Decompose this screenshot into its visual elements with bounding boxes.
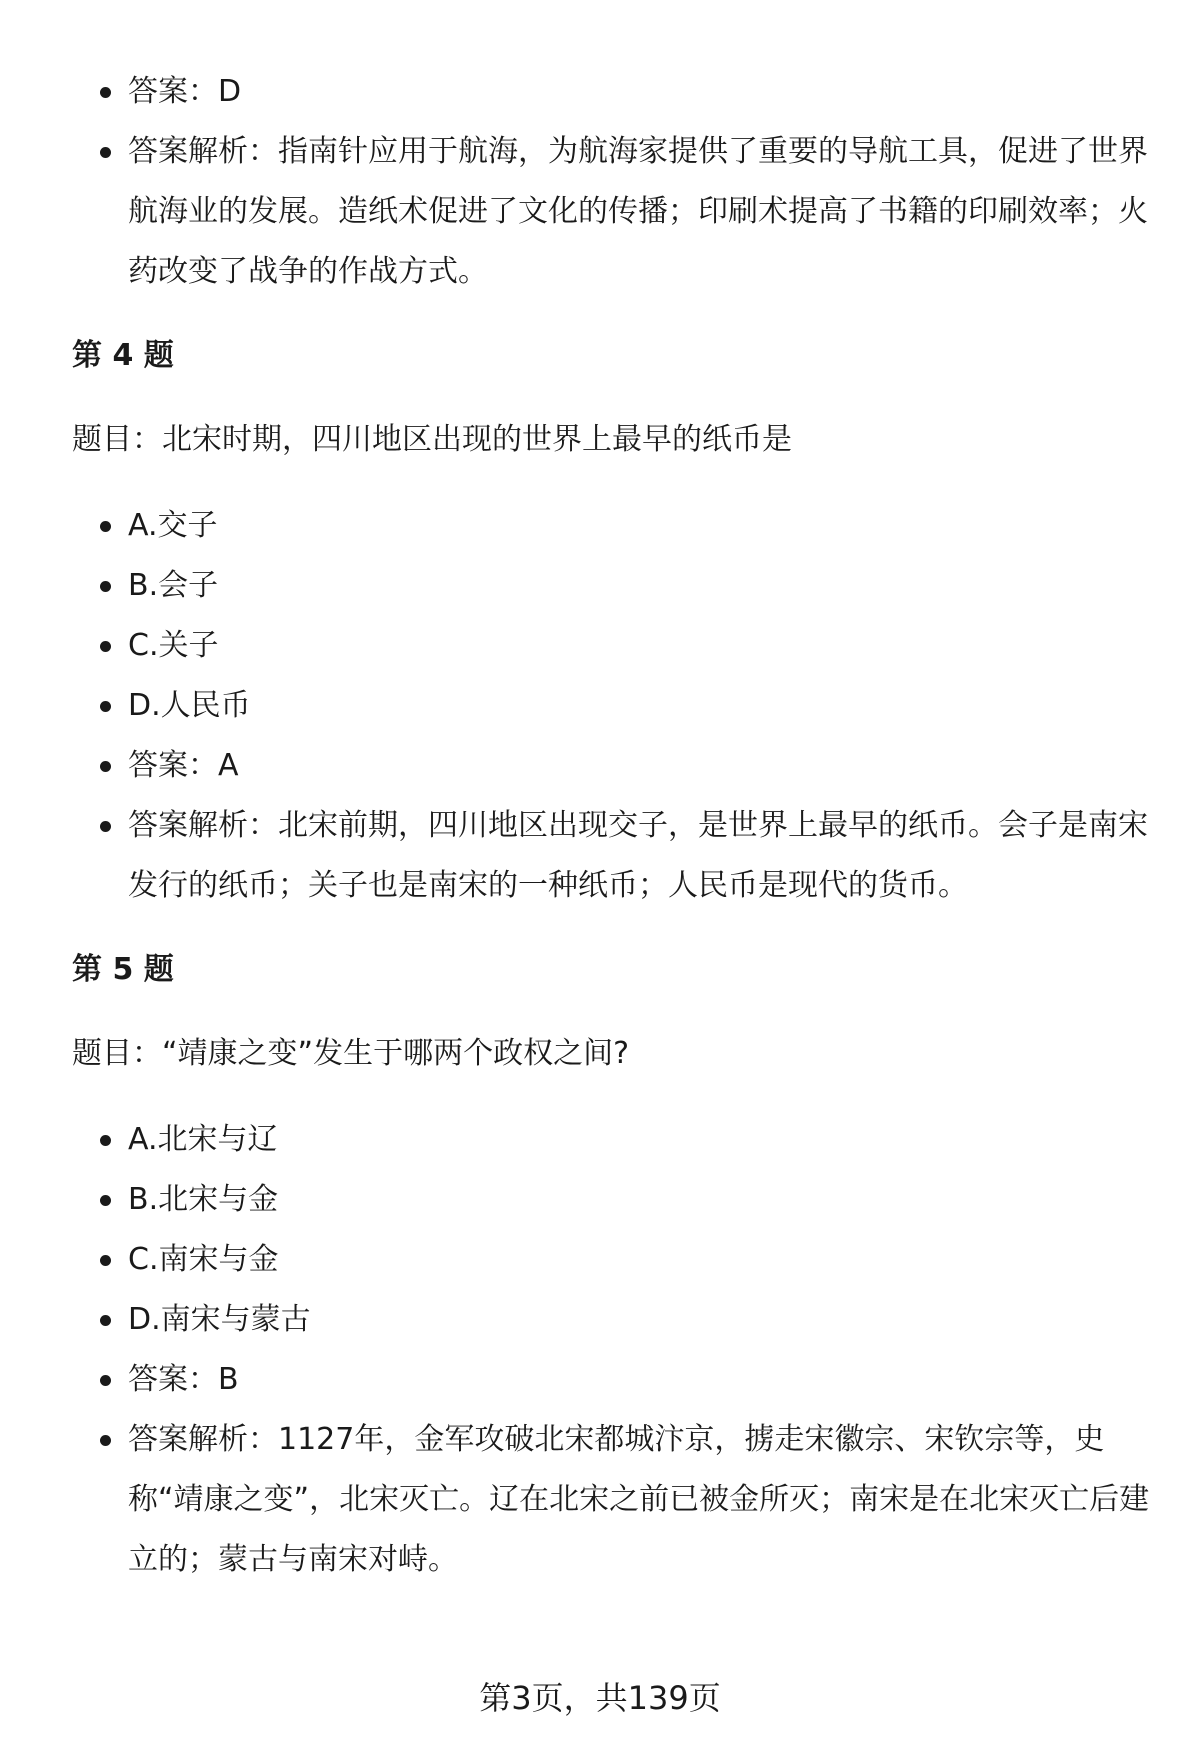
answer-item: 答案：A: [72, 736, 1152, 796]
option-item: B.北宋与金: [72, 1170, 1152, 1230]
question-heading: 第 4 题: [72, 338, 174, 373]
option-item: D.南宋与蒙古: [72, 1290, 1152, 1350]
explanation-item: 答案解析：指南针应用于航海，为航海家提供了重要的导航工具，促进了世界航海业的发展。造纸术促进了文化的传播；印刷术提高了书籍的印刷效率；火药改变了战争的作战方式。: [72, 122, 1152, 302]
explanation-item: 答案解析：北宋前期，四川地区出现交子，是世界上最早的纸币。会子是南宋发行的纸币；关子也是南宋的一种纸币；人民币是现代的货币。: [72, 796, 1152, 916]
question-heading: 第 5 题: [72, 952, 174, 987]
option-item: C.南宋与金: [72, 1230, 1152, 1290]
option-item: D.人民币: [72, 676, 1152, 736]
explanation-item: 答案解析：1127年，金军攻破北宋都城汴京，掳走宋徽宗、宋钦宗等，史称“靖康之变”，北宋灭亡。辽在北宋之前已被金所灭；南宋是在北宋灭亡后建立的；蒙古与南宋对峙。: [72, 1410, 1152, 1590]
question-block-5: [72, 950, 1152, 1590]
question-stem: 题目：北宋时期，四川地区出现的世界上最早的纸币是: [72, 422, 792, 457]
answer-item: 答案：D: [72, 62, 1152, 122]
question-block-4: [72, 336, 1152, 916]
option-item: A.北宋与辽: [72, 1110, 1152, 1170]
prev-question-list: [72, 62, 1152, 302]
answer-item: 答案：B: [72, 1350, 1152, 1410]
option-list: [72, 1110, 1152, 1590]
question-stem: 题目：“靖康之变”发生于哪两个政权之间?: [72, 1036, 630, 1071]
option-item: A.交子: [72, 496, 1152, 556]
option-list: [72, 496, 1152, 916]
page-content: [72, 62, 1152, 1590]
option-item: C.关子: [72, 616, 1152, 676]
page-number-footer: 第3页，共139页: [479, 1679, 721, 1717]
option-item: B.会子: [72, 556, 1152, 616]
